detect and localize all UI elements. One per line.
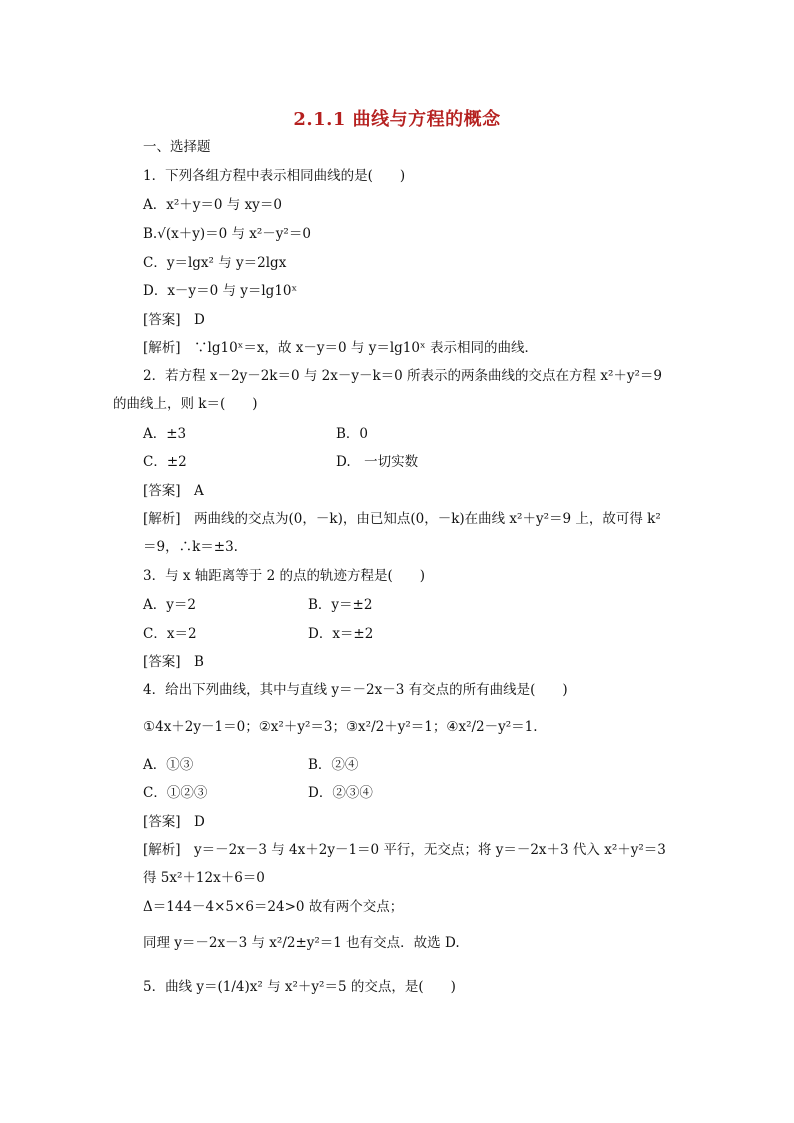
q3-answer: [答案] B — [143, 654, 204, 670]
q3-option-a: A．y＝2 — [143, 597, 196, 613]
question-2: 2．若方程 x－2y－2k＝0 与 2x－y－k＝0 所表示的两条曲线的交点在方程 x²＋y²＝9 — [143, 368, 662, 384]
q2-analysis: [解析] 两曲线的交点为(0，－k)，由已知点(0，－k)在曲线 x²＋y²＝9 上，故可得 k² — [143, 511, 661, 527]
q4-option-b: B．②④ — [308, 757, 359, 773]
q4-analysis-cont-3: 同理 y＝－2x－3 与 x²/2±y²＝1 也有交点．故选 D. — [143, 935, 460, 951]
q4-analysis-cont-1: 得 5x²＋12x＋6＝0 — [143, 870, 265, 886]
q4-analysis: [解析] y＝－2x－3 与 4x＋2y－1＝0 平行，无交点；将 y＝－2x＋3 代入 x²＋y²＝3 — [143, 842, 666, 858]
page-title: 2.1.1 曲线与方程的概念 — [293, 109, 501, 130]
q2-option-a: A．±3 — [143, 426, 187, 442]
q1-option-a: A．x²＋y＝0 与 xy＝0 — [143, 197, 282, 213]
q2-analysis-cont: ＝9，∴k＝±3. — [143, 539, 238, 555]
q2-option-b: B．0 — [336, 426, 369, 442]
q4-answer: [答案] D — [143, 814, 205, 830]
q1-option-c: C．y＝lgx² 与 y＝2lgx — [143, 255, 287, 271]
q1-option-d: D．x－y＝0 与 y＝lg10ˣ — [143, 283, 298, 299]
q1-answer: [答案] D — [143, 312, 205, 328]
section-heading: 一、选择题 — [143, 139, 211, 155]
q2-option-d: D. 一切实数 — [336, 454, 419, 470]
question-3: 3．与 x 轴距离等于 2 的点的轨迹方程是( ) — [143, 568, 425, 584]
q1-option-b: B.√(x＋y)＝0 与 x²－y²＝0 — [143, 226, 311, 242]
q2-option-c: C．±2 — [143, 454, 187, 470]
q4-analysis-cont-2: Δ＝144－4×5×6＝24>0 故有两个交点； — [143, 899, 404, 915]
q3-option-c: C．x＝2 — [143, 626, 197, 642]
q4-option-a: A．①③ — [143, 757, 194, 773]
q3-option-d: D．x＝±2 — [308, 626, 374, 642]
question-4: 4．给出下列曲线，其中与直线 y＝－2x－3 有交点的所有曲线是( ) — [143, 682, 568, 698]
question-2-cont: 的曲线上，则 k＝( ) — [113, 396, 258, 412]
q3-option-b: B．y＝±2 — [308, 597, 373, 613]
question-1: 1．下列各组方程中表示相同曲线的是( ) — [143, 168, 406, 184]
q4-curves: ①4x＋2y－1＝0；②x²＋y²＝3；③x²/2＋y²＝1；④x²/2－y²＝1. — [143, 719, 538, 735]
q1-analysis: [解析] ∵lg10ˣ＝x，故 x－y＝0 与 y＝lg10ˣ 表示相同的曲线． — [143, 340, 538, 356]
q4-option-c: C．①②③ — [143, 785, 208, 801]
question-5: 5．曲线 y＝(1/4)x² 与 x²＋y²＝5 的交点，是( ) — [143, 979, 456, 995]
q2-answer: [答案] A — [143, 483, 204, 499]
q4-option-d: D．②③④ — [308, 785, 373, 801]
